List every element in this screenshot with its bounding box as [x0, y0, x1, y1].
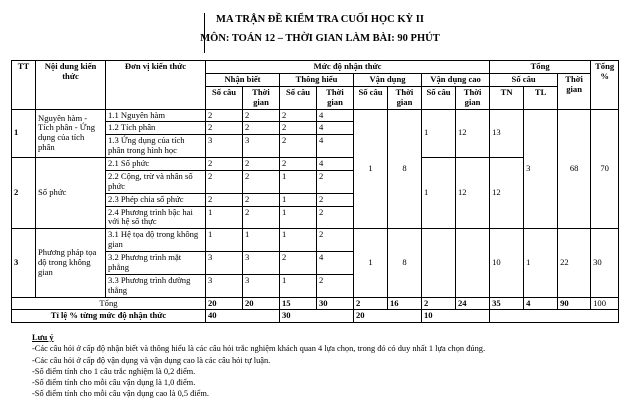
col-muc-do: Mức độ nhận thức [206, 61, 490, 74]
total-tl: 4 [524, 297, 558, 310]
cell-vd-thoi-gian: 8 [388, 109, 422, 229]
cell-nb-so-cau: 1 [206, 229, 243, 252]
total-thoi-gian: 90 [558, 297, 591, 310]
note-line: -Số điểm tính cho mỗi câu vận dụng cao là 0,5 điểm. [32, 389, 209, 399]
notes-section [32, 332, 485, 400]
cell-thoi-gian: 22 [558, 229, 591, 297]
cell-vdc-so-cau [422, 229, 456, 297]
cell-th-thoi-gian: 4 [317, 158, 354, 171]
unit-name: 1.3 Ứng dụng của tích phân trong hình học [106, 135, 206, 158]
cell-th-thoi-gian: 2 [317, 170, 354, 193]
cell-pct: 70 [591, 109, 619, 229]
cell-vd-thoi-gian: 8 [388, 229, 422, 297]
note-line: -Số điểm tính cho mỗi câu vận dụng là 1,0 điểm. [32, 378, 196, 388]
group-topic: Số phức [36, 158, 106, 229]
exam-matrix-table [11, 60, 619, 323]
cell-nb-thoi-gian: 2 [243, 158, 280, 171]
total-vdc-so-cau: 2 [422, 297, 456, 310]
cell-nb-so-cau: 2 [206, 193, 243, 206]
total-vd-so-cau: 2 [354, 297, 388, 310]
cell-tl: 3 [524, 109, 558, 229]
cell-nb-thoi-gian: 2 [243, 193, 280, 206]
nb-so-cau-head: Số câu [206, 86, 243, 109]
cell-tn: 13 [490, 109, 524, 158]
cell-vdc-thoi-gian: 12 [456, 109, 490, 158]
ratio-nb: 40 [206, 310, 280, 323]
cell-th-so-cau: 1 [280, 206, 317, 229]
col-nhan-biet: Nhận biết [206, 73, 280, 86]
cell-th-so-cau: 1 [280, 274, 317, 297]
group-topic: Nguyên hàm - Tích phân - Ứng dụng của tích phân [36, 109, 106, 158]
col-tt: TT [12, 61, 36, 110]
cell-th-so-cau: 2 [280, 158, 317, 171]
total-nb-thoi-gian: 20 [243, 297, 280, 310]
unit-name: 3.1 Hệ tọa độ trong không gian [106, 229, 206, 252]
cell-pct: 30 [591, 229, 619, 297]
col-tong-pct: Tổng % [591, 61, 619, 110]
ratio-empty [490, 310, 619, 323]
cell-tn: 10 [490, 229, 524, 297]
cell-th-so-cau: 2 [280, 135, 317, 158]
cell-th-so-cau: 2 [280, 109, 317, 122]
vdc-so-cau-head: Số câu [422, 86, 456, 109]
cell-vdc-so-cau: 1 [422, 109, 456, 158]
cell-nb-thoi-gian: 2 [243, 206, 280, 229]
col-tong: Tổng [490, 61, 591, 74]
group-topic: Phương pháp tọa độ trong không gian [36, 229, 106, 297]
cell-th-so-cau: 2 [280, 252, 317, 275]
unit-name: 2.4 Phương trình bậc hai với hệ số thực [106, 206, 206, 229]
th-so-cau-head: Số câu [280, 86, 317, 109]
cell-th-so-cau: 1 [280, 170, 317, 193]
total-vdc-thoi-gian: 24 [456, 297, 490, 310]
group-tt: 2 [12, 158, 36, 229]
vdc-thoi-gian-head: Thời gian [456, 86, 490, 109]
unit-name: 3.3 Phương trình đường thẳng [106, 274, 206, 297]
cell-nb-so-cau: 2 [206, 170, 243, 193]
note-line: -Các câu hỏi ở cấp độ nhận biết và thông hiểu là các câu hỏi trắc nghiệm khách quan 4 lựa chọn, trong đó có duy nhất 1 lựa chọn đúng. [32, 344, 486, 354]
unit-name: 1.2 Tích phân [106, 122, 206, 135]
cell-vdc-so-cau: 1 [422, 158, 456, 229]
total-label: Tổng [12, 297, 206, 310]
cell-th-thoi-gian: 2 [317, 229, 354, 252]
vd-thoi-gian-head: Thời gian [388, 86, 422, 109]
note-line: -Các câu hỏi ở cấp độ vận dụng và vận dụng cao là các câu hỏi tự luận. [32, 355, 271, 365]
ratio-th: 30 [280, 310, 354, 323]
cell-nb-thoi-gian: 2 [243, 122, 280, 135]
table-row [12, 229, 619, 252]
total-tn: 35 [490, 297, 524, 310]
ratio-vd: 20 [354, 310, 422, 323]
total-row [12, 297, 619, 310]
col-van-dung-cao: Vận dụng cao [422, 73, 490, 86]
cell-th-thoi-gian: 2 [317, 206, 354, 229]
cell-nb-thoi-gian: 2 [243, 109, 280, 122]
cell-thoi-gian: 68 [558, 109, 591, 229]
vd-so-cau-head: Số câu [354, 86, 388, 109]
cell-th-thoi-gian: 4 [317, 135, 354, 158]
total-nb-so-cau: 20 [206, 297, 243, 310]
col-thong-hieu: Thông hiểu [280, 73, 354, 86]
total-pct: 100 [591, 297, 619, 310]
page-subtitle: MÔN: TOÁN 12 – THỜI GIAN LÀM BÀI: 90 PHÚT [200, 33, 440, 44]
cell-nb-thoi-gian: 3 [243, 274, 280, 297]
tn-head: TN [490, 86, 524, 109]
note-line: -Số điểm tính cho 1 câu trắc nghiệm là 0,2 điểm. [32, 366, 196, 376]
cell-th-thoi-gian: 4 [317, 252, 354, 275]
page-title: MA TRẬN ĐỀ KIỂM TRA CUỐI HỌC KỲ II [216, 14, 424, 25]
total-th-so-cau: 15 [280, 297, 317, 310]
cell-nb-so-cau: 1 [206, 206, 243, 229]
cell-vdc-thoi-gian: 12 [456, 158, 490, 229]
cell-nb-so-cau: 3 [206, 252, 243, 275]
unit-name: 2.2 Cộng, trừ và nhân số phức [106, 170, 206, 193]
cell-th-so-cau: 1 [280, 229, 317, 252]
col-so-cau: Số câu [490, 73, 558, 86]
cell-vd-so-cau: 1 [354, 109, 388, 229]
cell-nb-thoi-gian: 1 [243, 229, 280, 252]
total-vd-thoi-gian: 16 [388, 297, 422, 310]
cell-nb-thoi-gian: 3 [243, 135, 280, 158]
cell-tl: 1 [524, 229, 558, 297]
th-thoi-gian-head: Thời gian [317, 86, 354, 109]
cell-th-so-cau: 2 [280, 122, 317, 135]
notes-title: Lưu ý [32, 333, 54, 342]
unit-name: 2.1 Số phức [106, 158, 206, 171]
cell-nb-so-cau: 3 [206, 135, 243, 158]
total-th-thoi-gian: 30 [317, 297, 354, 310]
cell-vdc-thoi-gian [456, 229, 490, 297]
ratio-label: Tỉ lệ % từng mức độ nhận thức [12, 310, 206, 323]
cell-th-thoi-gian: 4 [317, 122, 354, 135]
col-don-vi: Đơn vị kiến thức [106, 61, 206, 110]
cell-nb-so-cau: 2 [206, 158, 243, 171]
cell-nb-so-cau: 2 [206, 109, 243, 122]
cell-tn: 12 [490, 158, 524, 229]
nb-thoi-gian-head: Thời gian [243, 86, 280, 109]
cell-nb-thoi-gian: 2 [243, 170, 280, 193]
ratio-row [12, 310, 619, 323]
col-van-dung: Vận dụng [354, 73, 422, 86]
cell-vd-so-cau: 1 [354, 229, 388, 297]
cell-th-thoi-gian: 2 [317, 193, 354, 206]
ratio-vdc: 10 [422, 310, 490, 323]
unit-name: 1.1 Nguyên hàm [106, 109, 206, 122]
tl-head: TL [524, 86, 558, 109]
group-tt: 3 [12, 229, 36, 297]
cell-nb-so-cau: 3 [206, 274, 243, 297]
cell-nb-so-cau: 2 [206, 122, 243, 135]
group-tt: 1 [12, 109, 36, 158]
cell-nb-thoi-gian: 3 [243, 252, 280, 275]
cell-th-thoi-gian: 4 [317, 109, 354, 122]
cell-th-thoi-gian: 2 [317, 274, 354, 297]
cell-th-so-cau: 1 [280, 193, 317, 206]
unit-name: 3.2 Phương trình mặt phẳng [106, 252, 206, 275]
col-noi-dung: Nội dung kiến thức [36, 61, 106, 110]
unit-name: 2.3 Phép chia số phức [106, 193, 206, 206]
table-row [12, 109, 619, 122]
col-thoi-gian-total: Thời gian [558, 73, 591, 109]
